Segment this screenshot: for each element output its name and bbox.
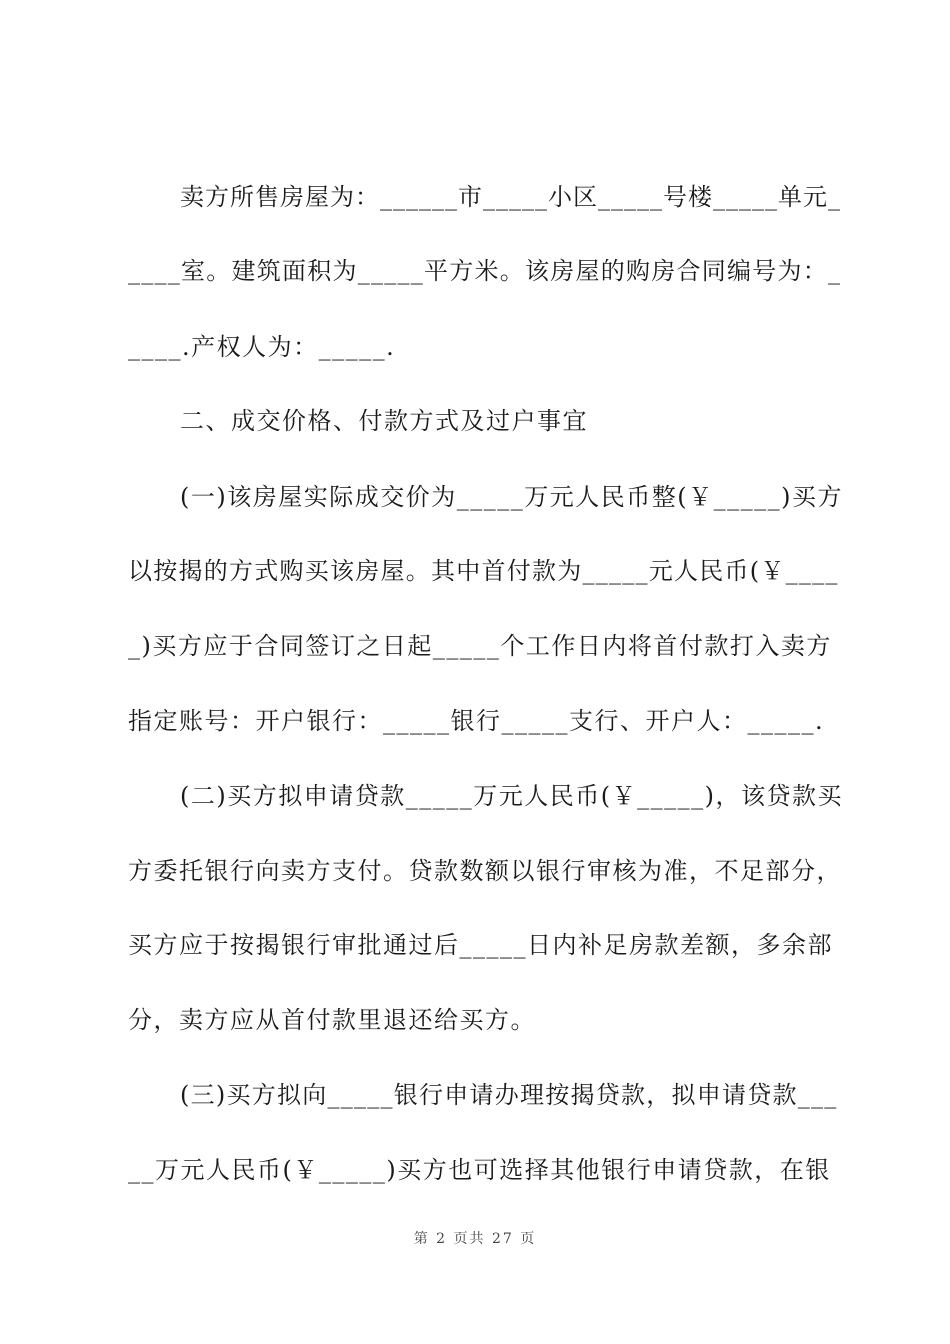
- paragraph-line: 分，卖方应从首付款里退还给买方。: [128, 1006, 536, 1034]
- paragraph-line: 以按揭的方式购买该房屋。其中首付款为_____元人民币(￥____: [128, 557, 839, 585]
- paragraph-line: _)买方应于合同签订之日起_____个工作日内将首付款打入卖方: [128, 632, 832, 660]
- paragraph-line: __万元人民币(￥_____)买方也可选择其他银行申请贷款，在银: [128, 1156, 831, 1184]
- paragraph-line: 指定账号：开户银行：_____银行_____支行、开户人：_____.: [128, 707, 825, 735]
- paragraph-line: (三)买方拟向_____银行申请办理按揭贷款，拟申请贷款___: [180, 1081, 838, 1109]
- paragraph-line: 方委托银行向卖方支付。贷款数额以银行审核为准，不足部分，: [128, 857, 842, 885]
- paragraph-line: (二)买方拟申请贷款_____万元人民币(￥_____)，该贷款买: [180, 782, 843, 810]
- paragraph-line: 买方应于按揭银行审批通过后_____日内补足房款差额，多余部: [128, 931, 833, 959]
- paragraph-line: ____室。建筑面积为_____平方米。该房屋的购房合同编号为：_: [128, 257, 842, 285]
- paragraph-line: 卖方所售房屋为：______市_____小区_____号楼_____单元_: [180, 183, 841, 211]
- section-heading: 二、成交价格、付款方式及过户事宜: [180, 407, 588, 435]
- page-number-footer: 第 2 页共 27 页: [413, 1231, 537, 1247]
- paragraph-line: (一)该房屋实际成交价为_____万元人民币整(￥_____)买方: [180, 483, 843, 511]
- paragraph-line: ____.产权人为：_____.: [128, 333, 396, 361]
